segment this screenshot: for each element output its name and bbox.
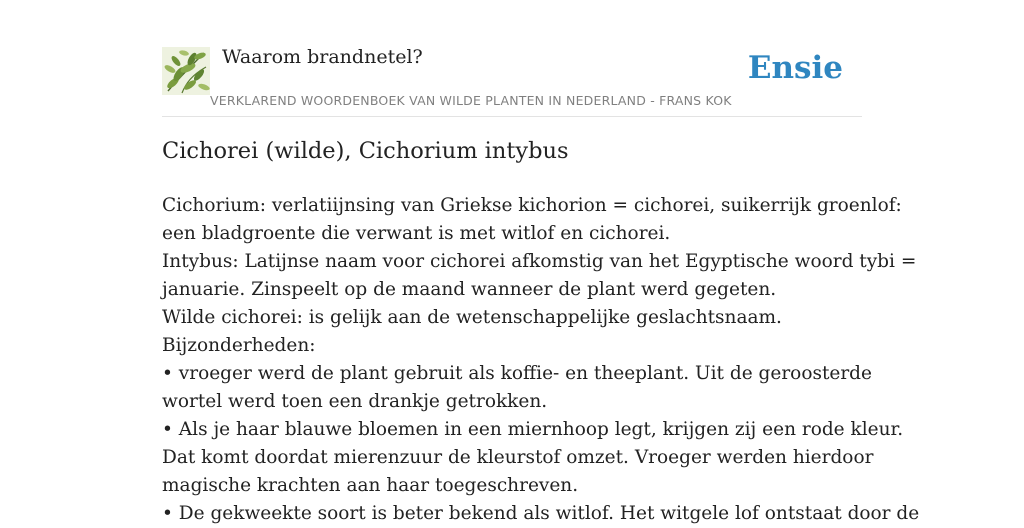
book-subtitle[interactable]: VERKLAREND WOORDENBOEK VAN WILDE PLANTEN IN NEDERLAND - FRANS KOK bbox=[210, 93, 732, 108]
leaf-illustration-icon[interactable] bbox=[162, 47, 210, 95]
body-line: • De gekweekte soort is beter bekend als witlof. Het witgele lof ontstaat door de bbox=[162, 503, 920, 524]
entry-title: Cichorei (wilde), Cichorium intybus bbox=[162, 138, 569, 164]
body-line: magische krachten aan haar toegeschreven. bbox=[162, 475, 579, 496]
body-line: Cichorium: verlatiijnsing van Griekse kichorion = cichorei, suikerrijk groenlof: bbox=[162, 195, 902, 216]
book-title[interactable]: Waarom brandnetel? bbox=[222, 46, 423, 68]
body-line: • vroeger werd de plant gebruit als koffie- en theeplant. Uit de geroosterde bbox=[162, 363, 872, 384]
body-line: Wilde cichorei: is gelijk aan de wetenschappelijke geslachtsnaam. bbox=[162, 307, 782, 328]
entry-body bbox=[162, 192, 920, 528]
body-line: wortel werd toen een drankje getrokken. bbox=[162, 391, 548, 412]
brand-logo[interactable]: Ensie bbox=[747, 50, 843, 86]
source-header bbox=[162, 40, 862, 117]
body-line: een bladgroente die verwant is met witlof en cichorei. bbox=[162, 223, 671, 244]
body-line: • Als je haar blauwe bloemen in een miernhoop legt, krijgen zij een rode kleur. bbox=[162, 419, 904, 440]
body-line: Dat komt doordat mierenzuur de kleurstof omzet. Vroeger werden hierdoor bbox=[162, 447, 874, 468]
body-line: januarie. Zinspeelt op de maand wanneer de plant werd gegeten. bbox=[162, 279, 777, 300]
body-line: Intybus: Latijnse naam voor cichorei afkomstig van het Egyptische woord tybi = bbox=[162, 251, 917, 272]
body-line: Bijzonderheden: bbox=[162, 335, 316, 356]
